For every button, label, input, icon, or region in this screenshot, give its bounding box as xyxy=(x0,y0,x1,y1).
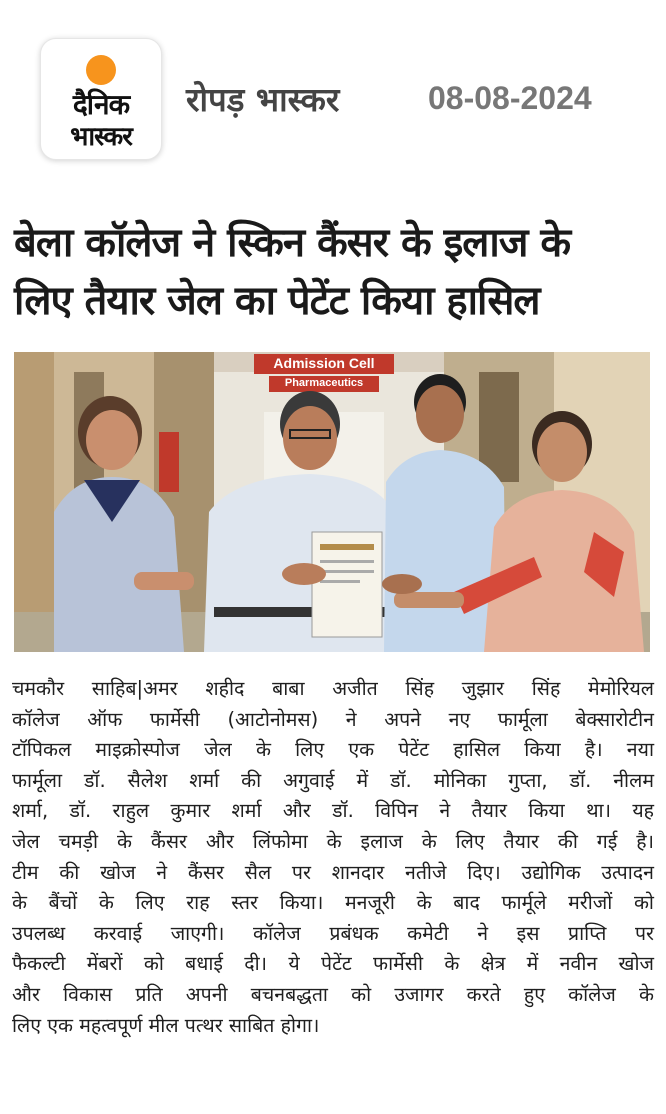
logo-text-line2: भास्कर xyxy=(70,122,132,152)
headline-line-1: बेला कॉलेज ने स्किन कैंसर के इलाज के xyxy=(14,220,571,266)
article-body xyxy=(12,674,654,1041)
news-headline xyxy=(14,214,654,330)
article-line: और विकास प्रति अपनी बचनबद्धता को उजागर करते हुए कॉलेज के xyxy=(12,982,654,1006)
pharmaceutics-sign: Pharmaceutics xyxy=(284,377,364,389)
logo-text-line1: दैनिक xyxy=(72,88,130,121)
edition-name: रोपड़ भास्कर xyxy=(186,80,340,119)
article-line: कॉलेज ऑफ फार्मेसी (आटोनोमस) ने अपने नए फार्मूला बेक्सारोटीन xyxy=(12,707,654,731)
article-line: उपलब्ध करवाई जाएगी। कॉलेज प्रबंधक कमेटी ने इस प्राप्ति पर xyxy=(12,921,654,945)
article-line: लिए एक महत्वपूर्ण मील पत्थर साबित होगा। xyxy=(12,1013,320,1037)
news-photo xyxy=(14,352,650,652)
admission-cell-sign: Admission Cell xyxy=(273,355,375,371)
article-line: टॉपिकल माइक्रोस्पोज जेल के लिए एक पेटेंट हासिल किया है। नया xyxy=(12,738,654,762)
article-line: शर्मा, डॉ. राहुल कुमार शर्मा और डॉ. विपिन ने तैयार किया था। यह xyxy=(12,799,654,823)
dainik-bhaskar-logo[interactable] xyxy=(40,38,162,160)
article-line: टीम की खोज ने कैंसर सैल पर शानदार नतीजे दिए। उद्योगिक उत्पादन xyxy=(12,860,654,884)
article-line: फैकल्टी मेंबरों को बधाई दी। ये पेटेंट फार्मेसी के क्षेत्र में नवीन खोज xyxy=(12,952,654,976)
sun-icon xyxy=(86,55,116,85)
page-header xyxy=(0,0,666,190)
publication-date: 08-08-2024 xyxy=(428,80,592,116)
headline-line-2: लिए तैयार जेल का पेटेंट किया हासिल xyxy=(14,278,540,324)
article-line: जेल चमड़ी के कैंसर और लिंफोमा के इलाज के लिए तैयार की गई है। xyxy=(12,829,654,853)
group-photo-illustration xyxy=(14,352,650,652)
article-line: फार्मूला डॉ. सैलेश शर्मा की अगुवाई में डॉ. मोनिका गुप्ता, डॉ. नीलम xyxy=(12,768,654,792)
article-line: के बैंचों के लिए राह स्तर किया। मनजूरी के बाद फार्मूले मरीजों को xyxy=(12,891,654,915)
article-line: चमकौर साहिब|अमर शहीद बाबा अजीत सिंह जुझार सिंह मेमोरियल xyxy=(12,677,654,700)
